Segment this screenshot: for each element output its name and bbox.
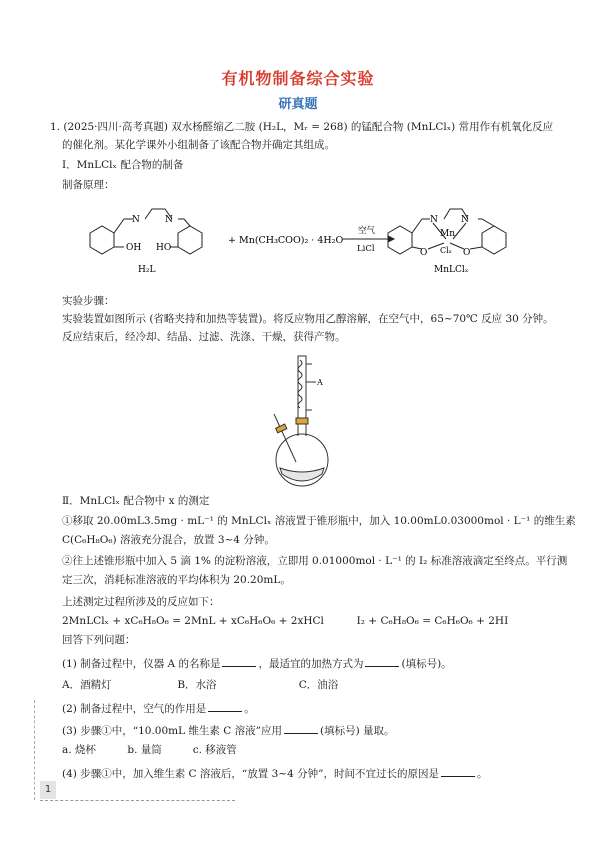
q1-answer-blank-1[interactable] — [222, 655, 256, 667]
question-2 — [62, 700, 562, 716]
reaction-scheme — [78, 205, 548, 280]
product-n-atom-1: N — [430, 215, 438, 225]
margin-dashed-rule — [34, 700, 37, 800]
q1-answer-blank-2[interactable] — [365, 655, 399, 667]
o-atom-2: O — [463, 248, 471, 258]
footer-dashed-rule — [40, 800, 235, 801]
question-3 — [62, 722, 562, 738]
oh-label: OH — [126, 243, 142, 253]
reaction-2-text: I₂ + C₆H₈O₆ = C₆H₆O₆ + 2HI — [356, 615, 509, 627]
step2-1-line-1: ①移取 20.00mL3.5mg · mL⁻¹ 的 MnLClₓ 溶液置于锥形瓶中，加入 10.00mL0.03000mol · L⁻¹ 的维生素 — [62, 515, 576, 527]
q3-option-b[interactable]: b. 量筒 — [127, 744, 162, 756]
reaction-1-text: 2MnLClₓ + xC₆H₈O₆ = 2MnL + xC₆H₆O₆ + 2xHCl — [62, 615, 324, 627]
q2-text-b: 。 — [244, 703, 255, 715]
o-atom-1: O — [420, 248, 428, 258]
q3-text-a: (3) 步骤①中，“10.00mL 维生素 C 溶液”应用 — [62, 725, 282, 737]
steps-line-1: 实验装置如图所示 (省略夹持和加热等装置)。将反应物用乙醇溶解，在空气中，65~70℃ 反应 30 分钟。 — [62, 313, 554, 325]
q3-answer-blank[interactable] — [284, 722, 318, 734]
question-1 — [62, 655, 562, 671]
q4-answer-blank[interactable] — [441, 765, 475, 777]
q1-text-a: (1) 制备过程中，仪器 A 的名称是 — [62, 658, 221, 670]
q3-option-c[interactable]: c. 移液管 — [192, 744, 237, 756]
steps-label: 实验步骤： — [62, 295, 115, 307]
q4-text-a: (4) 步骤①中，加入维生素 C 溶液后，“放置 3~4 分钟”，时间不宜过长的原因是 — [62, 768, 439, 780]
q1-option-b[interactable]: B．水浴 — [177, 679, 217, 691]
ho-label: HO — [156, 243, 172, 253]
q3-text-b: (填标号) 量取。 — [319, 725, 395, 737]
reaction-equation-1 — [62, 614, 562, 628]
apparatus-label-a: A — [317, 378, 323, 387]
part2-heading: Ⅱ．MnLClₓ 配合物中 x 的测定 — [62, 495, 210, 507]
arrow-licl-label: LiCl — [357, 244, 375, 254]
apparatus-diagram — [262, 350, 340, 490]
q1-text-b: ，最适宜的加热方式为 — [258, 658, 364, 670]
steps-line-2: 反应结束后，经冷却、结晶、过滤、洗涤、干燥，获得产物。 — [62, 331, 346, 343]
q2-answer-blank[interactable] — [208, 700, 242, 712]
mn-acetate-reagent: + Mn(CH₃COO)₂ · 4H₂O — [228, 235, 344, 246]
arrow-air-label: 空气 — [358, 226, 376, 236]
product-n-atom-2: N — [461, 215, 469, 225]
q1-option-c[interactable]: C．油浴 — [298, 679, 339, 691]
q1-options — [62, 678, 562, 692]
q1-text-c: (填标号)。 — [401, 658, 452, 670]
question-intro-line-1: 1. (2025·四川·高考真题) 双水杨醛缩乙二胺 (H₂L，Mᵣ = 268) 的锰配合物 (MnLClₓ) 常用作有机氧化反应 — [50, 121, 554, 133]
mn-atom: Mn — [440, 229, 456, 239]
step2-2-line-1: ②往上述锥形瓶中加入 5 滴 1% 的淀粉溶液，立即用 0.01000mol · L⁻¹ 的 I₂ 标准溶液滴定至终点。平行测 — [62, 555, 568, 567]
q1-option-a[interactable]: A．酒精灯 — [62, 679, 112, 691]
product-label: MnLClₓ — [434, 265, 469, 275]
n-atom-2: N — [165, 215, 173, 225]
step2-1-line-2: C(C₆H₈O₆) 溶液充分混合，放置 3~4 分钟。 — [62, 534, 275, 546]
q3-options — [62, 743, 562, 757]
step2-2-line-2: 定三次，消耗标准溶液的平均体积为 20.20mL。 — [62, 574, 291, 586]
h2l-label: H₂L — [138, 265, 156, 275]
answer-prompt: 回答下列问题： — [62, 634, 136, 646]
part1-heading: Ⅰ．MnLClₓ 配合物的制备 — [62, 159, 184, 171]
question-intro-line-2: 的催化剂。某化学课外小组制备了该配合物并确定其组成。 — [62, 139, 335, 151]
q4-text-b: 。 — [477, 768, 488, 780]
reactions-label: 上述测定过程所涉及的反应如下： — [62, 596, 220, 608]
clx-label: Clₓ — [440, 246, 453, 255]
q2-text-a: (2) 制备过程中，空气的作用是 — [62, 703, 207, 715]
page-title: 有机物制备综合实验 — [221, 69, 375, 88]
benzene-ring-right — [178, 226, 202, 254]
section-subtitle: 研真题 — [278, 97, 318, 112]
page-number: 1 — [40, 781, 56, 799]
question-4 — [62, 765, 562, 781]
n-atom-1: N — [132, 215, 140, 225]
benzene-ring-left — [90, 226, 114, 254]
principle-label: 制备原理： — [62, 179, 115, 191]
q3-option-a[interactable]: a. 烧杯 — [62, 744, 96, 756]
